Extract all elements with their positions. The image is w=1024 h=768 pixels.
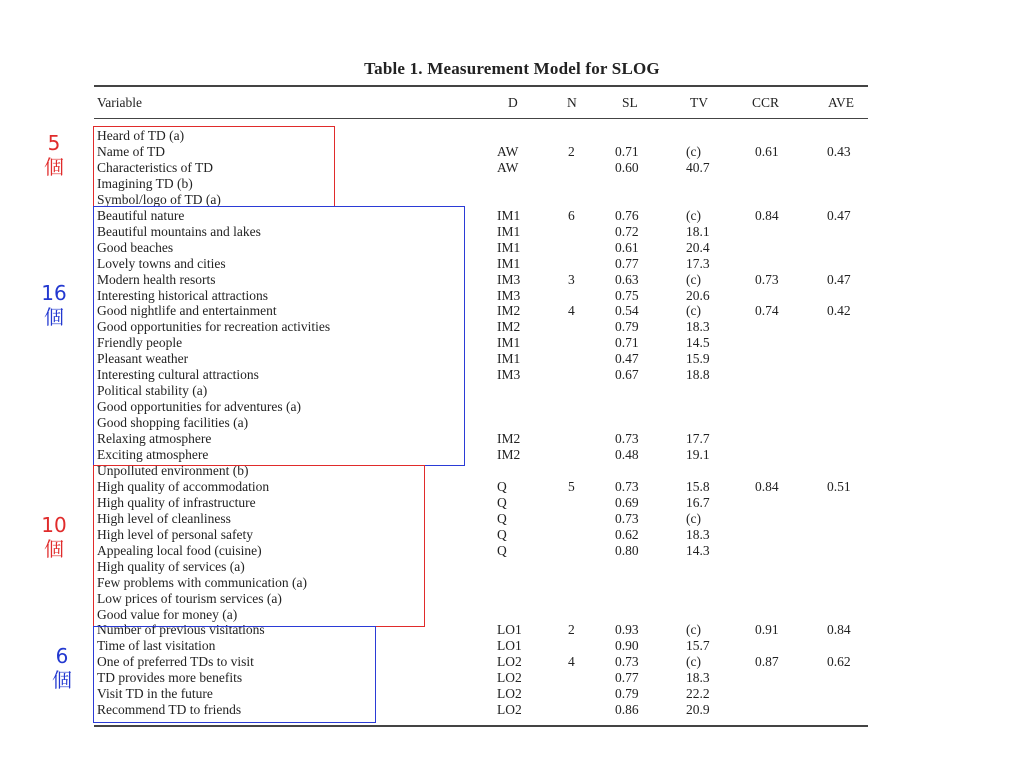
cell-sl: 0.63	[615, 271, 639, 287]
cell-sl: 0.47	[615, 351, 639, 367]
cell-tv: 18.3	[686, 319, 710, 335]
group-box-image	[93, 206, 465, 466]
cell-n: 4	[568, 654, 575, 670]
cell-sl: 0.73	[615, 510, 639, 526]
cell-d: IM1	[497, 239, 521, 255]
cell-variable: Few problems with communication (a)	[97, 574, 307, 590]
cell-ccr: 0.84	[755, 478, 779, 494]
cell-variable: Symbol/logo of TD (a)	[97, 191, 221, 207]
cell-sl: 0.54	[615, 303, 639, 319]
header-rule	[94, 118, 868, 119]
cell-d: IM3	[497, 271, 521, 287]
cell-sl: 0.77	[615, 670, 639, 686]
cell-d: IM1	[497, 223, 521, 239]
cell-d: LO2	[497, 702, 522, 718]
cell-d: Q	[497, 478, 507, 494]
group-box-loyalty	[93, 626, 376, 723]
cell-ave: 0.84	[827, 622, 851, 638]
cell-tv: 20.9	[686, 702, 710, 718]
cell-variable: Political stability (a)	[97, 383, 208, 399]
header-variable: Variable	[97, 95, 142, 110]
cell-d: IM3	[497, 287, 521, 303]
cell-variable: Good value for money (a)	[97, 606, 238, 622]
cell-sl: 0.73	[615, 431, 639, 447]
cell-variable: Friendly people	[97, 335, 183, 351]
cell-tv: (c)	[686, 622, 701, 638]
cell-sl: 0.77	[615, 255, 639, 271]
cell-sl: 0.79	[615, 319, 639, 335]
count-label-quality	[34, 513, 74, 561]
cell-tv: 18.3	[686, 670, 710, 686]
cell-tv: 17.3	[686, 255, 710, 271]
cell-ccr: 0.61	[755, 143, 779, 159]
cell-variable: Exciting atmosphere	[97, 447, 209, 462]
cell-tv: (c)	[686, 510, 701, 526]
cell-sl: 0.75	[615, 287, 639, 303]
cell-d: LO2	[497, 670, 522, 686]
cell-tv: (c)	[686, 303, 701, 319]
cell-sl: 0.48	[615, 447, 639, 462]
count-label-awareness	[34, 131, 74, 179]
count-unit: 個	[44, 155, 64, 179]
count-number: 6	[55, 644, 69, 668]
cell-variable: Pleasant weather	[97, 351, 189, 367]
cell-sl: 0.62	[615, 526, 639, 542]
cell-n: 6	[568, 207, 575, 223]
cell-tv: 14.5	[686, 335, 710, 351]
count-unit: 個	[52, 668, 72, 692]
header-sl: SL	[622, 95, 638, 110]
cell-d: IM1	[497, 335, 521, 351]
cell-variable: High quality of accommodation	[97, 478, 270, 494]
cell-variable: Imagining TD (b)	[97, 175, 193, 191]
cell-ave: 0.43	[827, 143, 851, 159]
cell-sl: 0.90	[615, 638, 639, 654]
cell-variable: Good opportunities for adventures (a)	[97, 399, 301, 415]
header-d: D	[508, 95, 518, 110]
cell-variable: Recommend TD to friends	[97, 702, 242, 718]
cell-variable: Good shopping facilities (a)	[97, 415, 249, 431]
cell-d: IM2	[497, 303, 521, 319]
cell-d: Q	[497, 526, 507, 542]
cell-sl: 0.60	[615, 159, 639, 175]
cell-d: IM3	[497, 367, 521, 383]
cell-ccr: 0.84	[755, 207, 779, 223]
table-title: Table 1. Measurement Model for SLOG	[364, 59, 660, 78]
cell-n: 3	[568, 271, 575, 287]
count-unit: 個	[44, 537, 64, 561]
bottom-rule	[94, 725, 868, 727]
cell-variable: Appealing local food (cuisine)	[97, 542, 262, 558]
cell-variable: Name of TD	[97, 143, 165, 159]
cell-variable: Heard of TD (a)	[97, 128, 185, 143]
cell-ave: 0.47	[827, 271, 851, 287]
cell-tv: 18.8	[686, 367, 710, 383]
group-box-awareness	[93, 126, 335, 207]
cell-sl: 0.69	[615, 494, 639, 510]
header-ave: AVE	[828, 95, 855, 110]
cell-tv: (c)	[686, 207, 701, 223]
cell-tv: (c)	[686, 143, 701, 159]
cell-d: IM1	[497, 351, 521, 367]
cell-d: Q	[497, 510, 507, 526]
cell-sl: 0.67	[615, 367, 639, 383]
cell-tv: (c)	[686, 271, 701, 287]
count-label-image	[34, 281, 74, 329]
count-number: 10	[41, 513, 67, 537]
cell-d: Q	[497, 542, 507, 558]
cell-tv: 15.9	[686, 351, 710, 367]
cell-d: LO2	[497, 654, 522, 670]
cell-sl: 0.72	[615, 223, 639, 239]
cell-sl: 0.61	[615, 239, 639, 255]
cell-n: 2	[568, 143, 575, 159]
cell-tv: 20.6	[686, 287, 710, 303]
cell-d: IM1	[497, 255, 521, 271]
cell-ccr: 0.87	[755, 654, 779, 670]
cell-sl: 0.76	[615, 207, 639, 223]
cell-d: LO2	[497, 686, 522, 702]
cell-variable: Good nightlife and entertainment	[97, 303, 277, 319]
cell-sl: 0.80	[615, 542, 639, 558]
cell-variable: Beautiful mountains and lakes	[97, 223, 261, 239]
count-label-loyalty	[42, 644, 82, 692]
cell-variable: Interesting historical attractions	[97, 287, 268, 303]
cell-variable: Number of previous visitations	[97, 622, 265, 638]
header-n: N	[567, 95, 577, 110]
cell-d: LO1	[497, 622, 522, 638]
cell-sl: 0.71	[615, 143, 639, 159]
cell-variable: High level of personal safety	[97, 526, 253, 542]
cell-sl: 0.93	[615, 622, 639, 638]
cell-ave: 0.51	[827, 478, 851, 494]
cell-variable: Lovely towns and cities	[97, 255, 226, 271]
cell-ccr: 0.91	[755, 622, 779, 638]
cell-sl: 0.73	[615, 654, 639, 670]
cell-variable: Relaxing atmosphere	[97, 431, 212, 447]
cell-d: AW	[497, 143, 519, 159]
cell-variable: Characteristics of TD	[97, 159, 213, 175]
top-rule	[94, 85, 868, 87]
header-tv: TV	[690, 95, 708, 110]
cell-tv: 15.8	[686, 478, 710, 494]
cell-tv: 22.2	[686, 686, 710, 702]
cell-tv: 20.4	[686, 239, 710, 255]
count-unit: 個	[44, 305, 64, 329]
cell-tv: 18.1	[686, 223, 710, 239]
cell-variable: High level of cleanliness	[97, 510, 231, 526]
cell-n: 2	[568, 622, 575, 638]
cell-variable: TD provides more benefits	[97, 670, 243, 686]
cell-d: IM2	[497, 447, 521, 462]
cell-d: IM1	[497, 207, 521, 223]
cell-ave: 0.62	[827, 654, 851, 670]
cell-ccr: 0.74	[755, 303, 779, 319]
cell-tv: 15.7	[686, 638, 710, 654]
count-number: 5	[47, 131, 61, 155]
count-number: 16	[41, 281, 67, 305]
cell-ave: 0.42	[827, 303, 851, 319]
cell-n: 5	[568, 478, 575, 494]
cell-variable: High quality of services (a)	[97, 558, 245, 574]
cell-variable: Good beaches	[97, 239, 174, 255]
cell-d: AW	[497, 159, 519, 175]
cell-tv: 14.3	[686, 542, 710, 558]
cell-variable: Interesting cultural attractions	[97, 367, 259, 383]
cell-variable: High quality of infrastructure	[97, 494, 256, 510]
header-ccr: CCR	[752, 95, 780, 110]
cell-ave: 0.47	[827, 207, 851, 223]
cell-variable: Low prices of tourism services (a)	[97, 590, 282, 606]
cell-variable: Good opportunities for recreation activities	[97, 319, 331, 335]
cell-n: 4	[568, 303, 575, 319]
cell-d: IM2	[497, 431, 521, 447]
cell-tv: 19.1	[686, 447, 710, 462]
cell-variable: Unpolluted environment (b)	[97, 462, 249, 478]
cell-sl: 0.79	[615, 686, 639, 702]
group-box-quality	[93, 462, 425, 627]
cell-tv: 17.7	[686, 431, 710, 447]
cell-sl: 0.73	[615, 478, 639, 494]
cell-ccr: 0.73	[755, 271, 779, 287]
cell-tv: (c)	[686, 654, 701, 670]
cell-d: IM2	[497, 319, 521, 335]
cell-variable: Modern health resorts	[97, 271, 216, 287]
cell-variable: Visit TD in the future	[97, 686, 213, 702]
cell-sl: 0.71	[615, 335, 639, 351]
cell-tv: 40.7	[686, 159, 710, 175]
cell-variable: One of preferred TDs to visit	[97, 654, 254, 670]
cell-variable: Time of last visitation	[97, 638, 216, 654]
cell-tv: 16.7	[686, 494, 710, 510]
cell-sl: 0.86	[615, 702, 639, 718]
cell-d: Q	[497, 494, 507, 510]
cell-variable: Beautiful nature	[97, 207, 185, 223]
cell-tv: 18.3	[686, 526, 710, 542]
cell-d: LO1	[497, 638, 522, 654]
